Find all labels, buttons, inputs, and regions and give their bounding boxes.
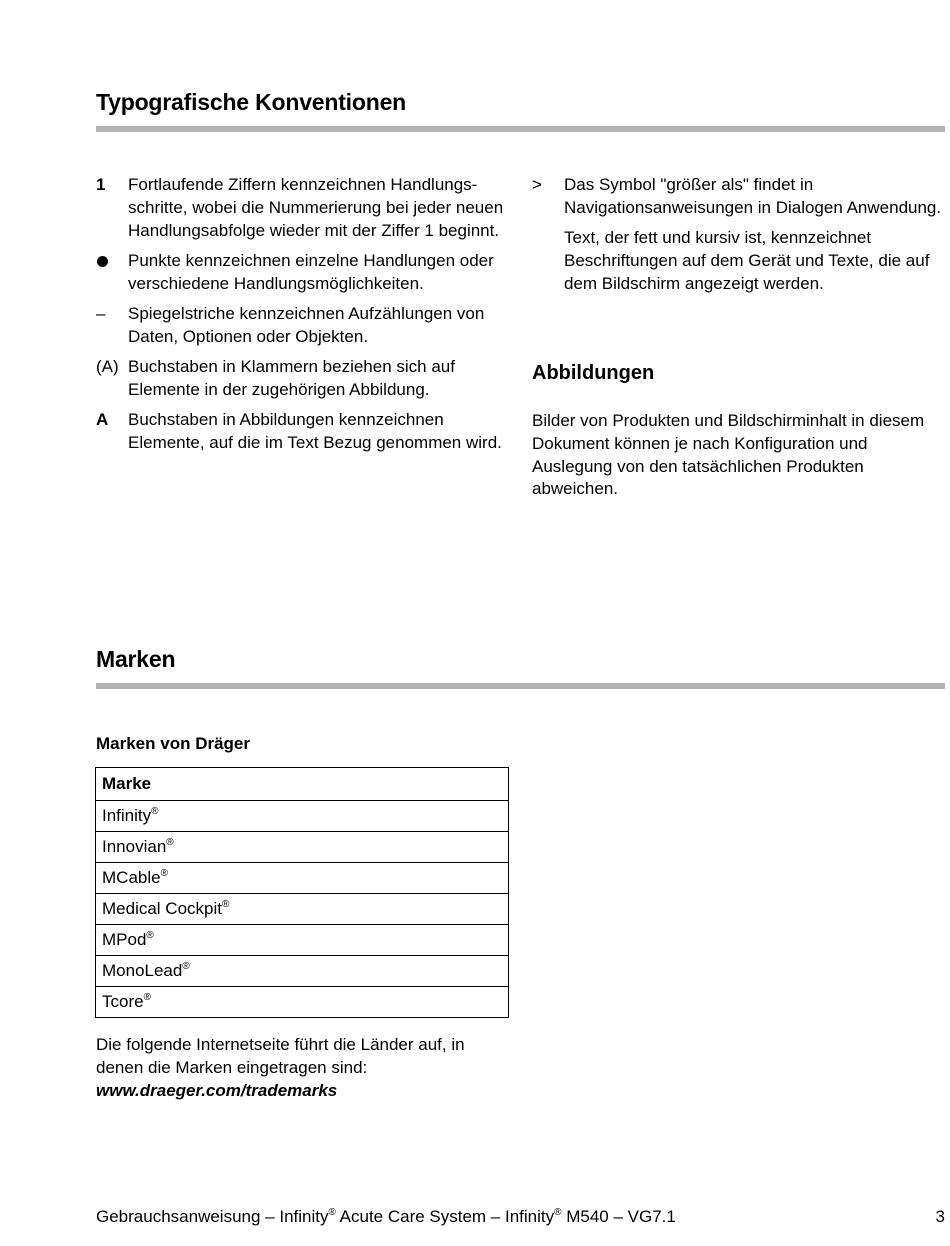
- trademarks-subheading: Marken von Dräger: [96, 734, 250, 753]
- registered-mark: ®: [160, 868, 168, 879]
- trademarks-note: [96, 1034, 510, 1102]
- registered-mark: ®: [143, 992, 151, 1003]
- brand-name: Innovian: [102, 837, 167, 856]
- registered-mark: ®: [328, 1207, 336, 1218]
- list-marker: >: [532, 175, 542, 194]
- section-rule: [96, 126, 945, 132]
- table-row: [96, 894, 509, 925]
- figures-heading: Abbildungen: [532, 362, 655, 384]
- note-text: Text, der fett und kursiv ist, kennzeichnet Beschriftungen auf dem Gerät und Texte, die auf dem Bildschirm angezeigt werden.: [564, 228, 930, 293]
- trademarks-note-text: Die folgende Internetseite führt die Länder auf, in denen die Marken eingetragen sind:: [96, 1035, 465, 1077]
- bullet-icon: [96, 250, 128, 296]
- brand-name: MonoLead: [102, 961, 183, 980]
- convention-item-greater-than: [532, 174, 942, 220]
- figures-text: Bilder von Produkten und Bildschirminhalt in diesem Dokument können je nach Konfiguration und Auslegung von den tatsächlichen Produkten abweichen.: [532, 411, 925, 499]
- table-row: [96, 832, 509, 863]
- list-item-text: Punkte kennzeichnen einzelne Handlungen oder verschiedene Handlungsmöglichkeiten.: [128, 250, 494, 293]
- registered-mark: ®: [151, 806, 159, 817]
- page-number: 3: [935, 1207, 945, 1226]
- registered-mark: ®: [146, 930, 154, 941]
- convention-item-bullet: [96, 250, 514, 296]
- brand-name: Medical Cockpit: [102, 899, 222, 918]
- registered-mark: ®: [166, 837, 174, 848]
- trademarks-url: www.draeger.com/trademarks: [96, 1080, 338, 1100]
- convention-item-dash: [96, 303, 514, 349]
- convention-note: [532, 227, 942, 295]
- table-row: [96, 987, 509, 1018]
- brand-name: Tcore: [102, 992, 144, 1011]
- table-row: [96, 925, 509, 956]
- list-marker: A: [96, 410, 109, 430]
- list-marker: (A): [96, 357, 119, 377]
- registered-mark: ®: [222, 899, 230, 910]
- convention-item-letter-parens: [96, 356, 514, 402]
- table-header-cell: Marke: [96, 768, 509, 801]
- footer-document-title: Gebrauchsanweisung – Infinity® Acute Care System – Infinity® M540 – VG7.1: [96, 1207, 676, 1226]
- section-title-conventions: Typografische Konventionen: [96, 89, 407, 115]
- section-rule: [96, 683, 945, 689]
- registered-mark: ®: [554, 1207, 562, 1218]
- page-footer: [96, 1207, 945, 1227]
- conventions-right-column: [532, 174, 942, 303]
- list-item-text: Fortlaufende Ziffern kennzeichnen Handlungs-schritte, wobei die Nummerierung bei jeder neuen Handlungsabfolge wieder mit der Ziffer 1 beginnt.: [128, 175, 504, 240]
- registered-mark: ®: [182, 961, 190, 972]
- table-row: [96, 801, 509, 832]
- brand-name: Infinity: [102, 806, 152, 825]
- conventions-left-column: [96, 174, 514, 462]
- list-item-text: Das Symbol "größer als" findet in Navigationsanweisungen in Dialogen Anwendung.: [564, 175, 942, 217]
- brand-name: MPod: [102, 930, 147, 949]
- list-item-text: Buchstaben in Abbildungen kennzeichnen Elemente, auf die im Text Bezug genommen wird.: [128, 410, 502, 452]
- list-marker: 1: [96, 175, 106, 194]
- list-item-text: Buchstaben in Klammern beziehen sich auf Elemente in der zugehörigen Abbildung.: [128, 357, 455, 399]
- brand-name: MCable: [102, 868, 161, 887]
- convention-item-letter: [96, 409, 514, 455]
- section-title-trademarks: Marken: [96, 646, 176, 672]
- table-row: [96, 956, 509, 987]
- trademarks-table: [95, 767, 509, 1018]
- table-header-row: [96, 768, 509, 801]
- convention-item-number: [96, 174, 514, 242]
- table-row: [96, 863, 509, 894]
- list-marker: –: [96, 303, 106, 323]
- list-item-text: Spiegelstriche kennzeichnen Aufzählungen von Daten, Optionen oder Objekten.: [128, 303, 485, 346]
